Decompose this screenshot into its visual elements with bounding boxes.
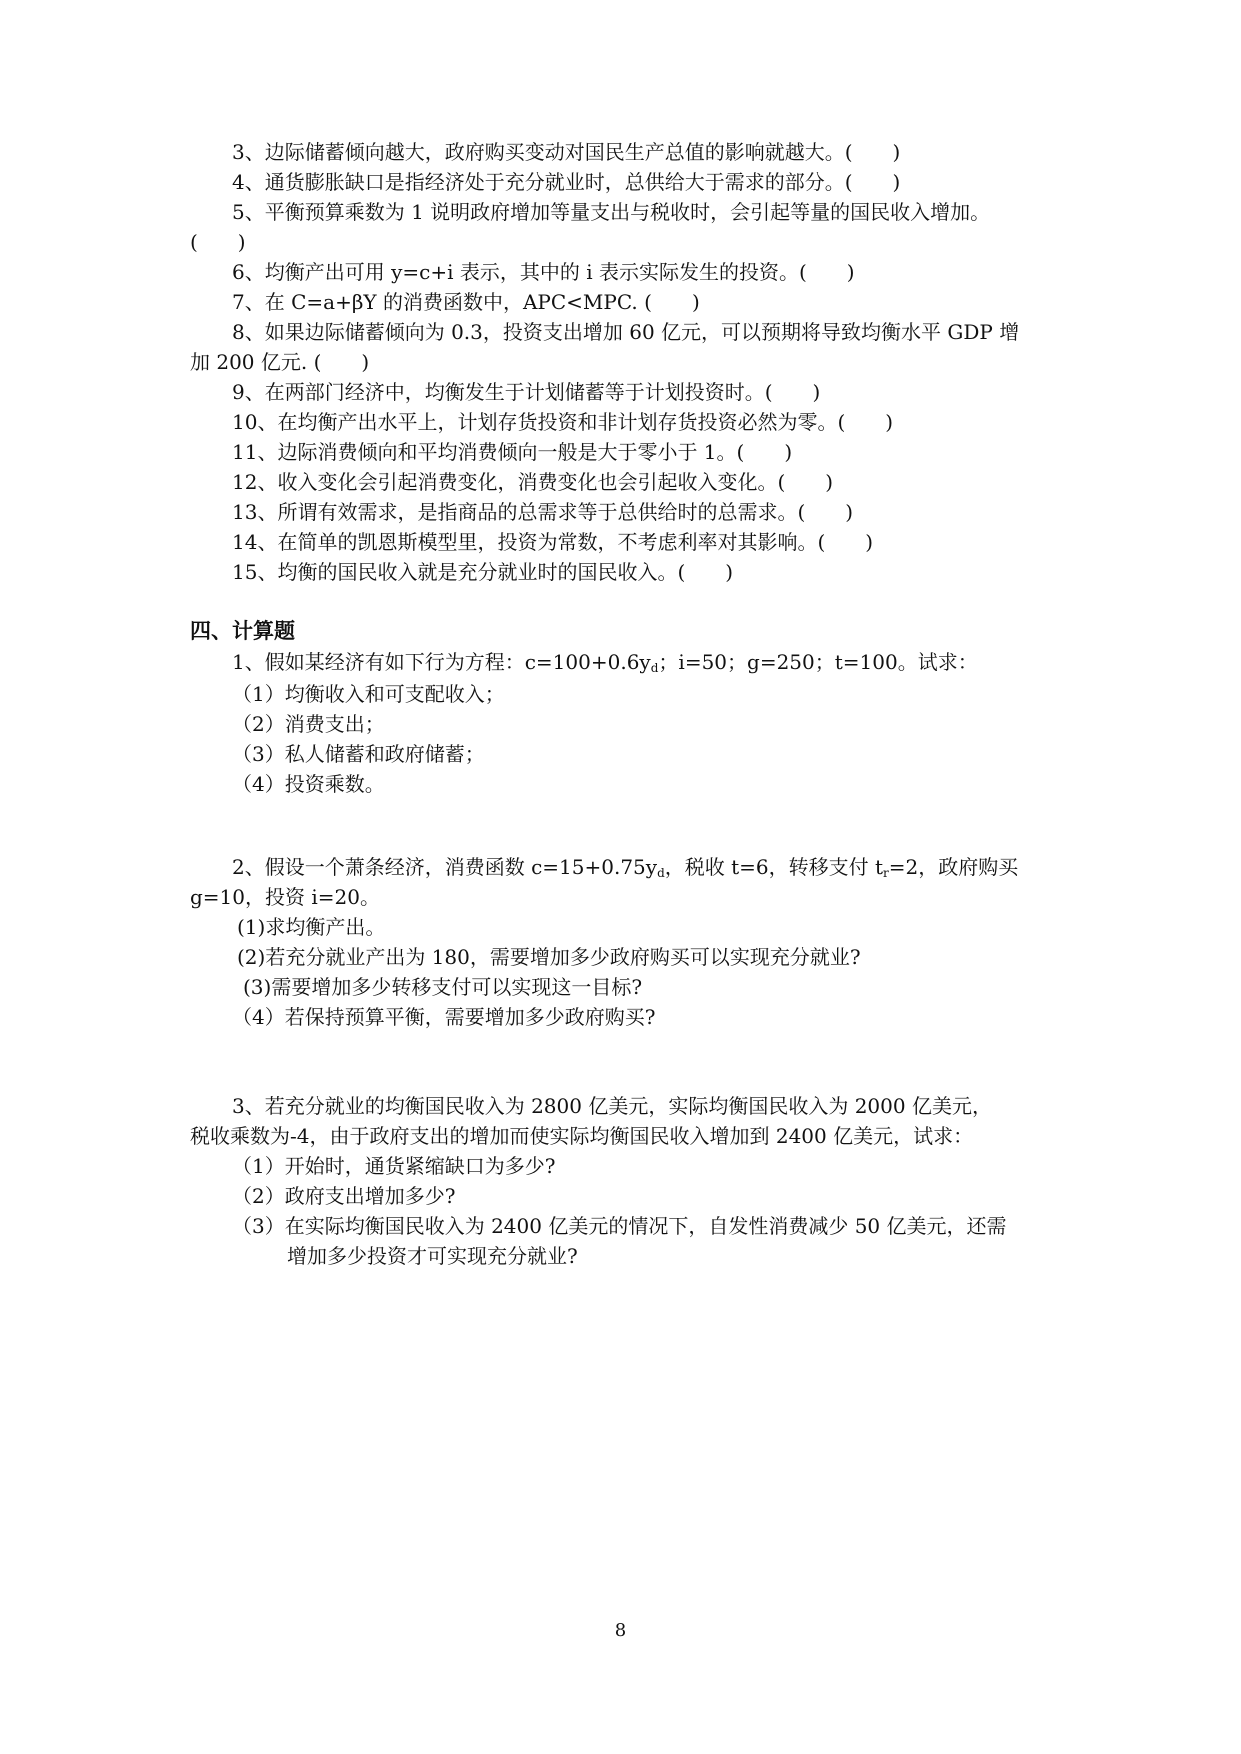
tf-item-6: 6、均衡产出可用 y=c+i 表示，其中的 i 表示实际发生的投资。( ) <box>232 260 855 284</box>
section-heading: 四、计算题 <box>190 619 295 643</box>
tf-item-9: 9、在两部门经济中，均衡发生于计划储蓄等于计划投资时。( ) <box>232 380 821 404</box>
tf-item-3: 3、边际储蓄倾向越大，政府购买变动对国民生产总值的影响就越大。( ) <box>232 140 901 164</box>
q1-part-3: （3）私人储蓄和政府储蓄； <box>232 742 485 766</box>
q2-part-4: （4）若保持预算平衡，需要增加多少政府购买? <box>232 1005 656 1029</box>
q1-part-1: （1）均衡收入和可支配收入； <box>232 682 505 706</box>
tf-item-7: 7、在 C=a+βY 的消费函数中，APC<MPC. ( ) <box>232 290 700 314</box>
q2-stem-cont: g=10，投资 i=20。 <box>190 885 380 909</box>
q3-part-3: （3）在实际均衡国民收入为 2400 亿美元的情况下，自发性消费减少 50 亿美元，还需 <box>232 1214 1007 1238</box>
q2-part-3: (3)需要增加多少转移支付可以实现这一目标? <box>243 975 643 999</box>
tf-item-4: 4、通货膨胀缺口是指经济处于充分就业时，总供给大于需求的部分。( ) <box>232 170 901 194</box>
q2-part-2: (2)若充分就业产出为 180，需要增加多少政府购买可以实现充分就业? <box>237 945 861 969</box>
tf-item-15: 15、均衡的国民收入就是充分就业时的国民收入。( ) <box>232 560 734 584</box>
tf-item-13: 13、所谓有效需求，是指商品的总需求等于总供给时的总需求。( ) <box>232 500 854 524</box>
tf-item-11: 11、边际消费倾向和平均消费倾向一般是大于零小于 1。( ) <box>232 440 793 464</box>
q2-part-1: (1)求均衡产出。 <box>237 915 386 939</box>
q3-part-1: （1）开始时，通货紧缩缺口为多少? <box>232 1154 556 1178</box>
tf-item-10: 10、在均衡产出水平上，计划存货投资和非计划存货投资必然为零。( ) <box>232 410 894 434</box>
q2-stem-text-mid: ，税收 t=6，转移支付 t <box>664 855 884 879</box>
tf-item-8: 8、如果边际储蓄倾向为 0.3，投资支出增加 60 亿元，可以预期将导致均衡水平 GDP 增 <box>232 320 1020 344</box>
q1-part-2: （2）消费支出； <box>232 712 385 736</box>
q1-stem-text: 1、假如某经济有如下行为方程：c=100+0.6y <box>232 650 651 674</box>
q2-stem-subscript-d: d <box>657 866 665 880</box>
q3-stem-cont: 税收乘数为-4，由于政府支出的增加而使实际均衡国民收入增加到 2400 亿美元，试求： <box>190 1124 974 1148</box>
q2-stem-subscript-r: r <box>883 866 889 880</box>
page-number: 8 <box>614 1620 627 1641</box>
q1-part-4: （4）投资乘数。 <box>232 772 385 796</box>
q3-stem: 3、若充分就业的均衡国民收入为 2800 亿美元，实际均衡国民收入为 2000 亿美元， <box>232 1094 992 1118</box>
q3-part-3-cont: 增加多少投资才可实现充分就业? <box>287 1244 578 1268</box>
tf-item-5: 5、平衡预算乘数为 1 说明政府增加等量支出与税收时，会引起等量的国民收入增加。 <box>232 200 991 224</box>
tf-item-5-cont: ( ) <box>190 230 246 254</box>
q1-stem-subscript: d <box>650 661 659 675</box>
tf-item-12: 12、收入变化会引起消费变化，消费变化也会引起收入变化。( ) <box>232 470 834 494</box>
tf-item-8-cont: 加 200 亿元. ( ) <box>190 350 370 374</box>
q2-stem <box>232 854 1018 880</box>
q3-part-2: （2）政府支出增加多少? <box>232 1184 456 1208</box>
q1-stem <box>232 649 978 675</box>
q1-stem-text-end: ；i=50；g=250；t=100。试求： <box>658 650 978 674</box>
q2-stem-text-end: =2，政府购买 <box>888 855 1019 879</box>
q2-stem-text: 2、假设一个萧条经济，消费函数 c=15+0.75y <box>232 855 658 879</box>
tf-item-14: 14、在简单的凯恩斯模型里，投资为常数，不考虑利率对其影响。( ) <box>232 530 874 554</box>
